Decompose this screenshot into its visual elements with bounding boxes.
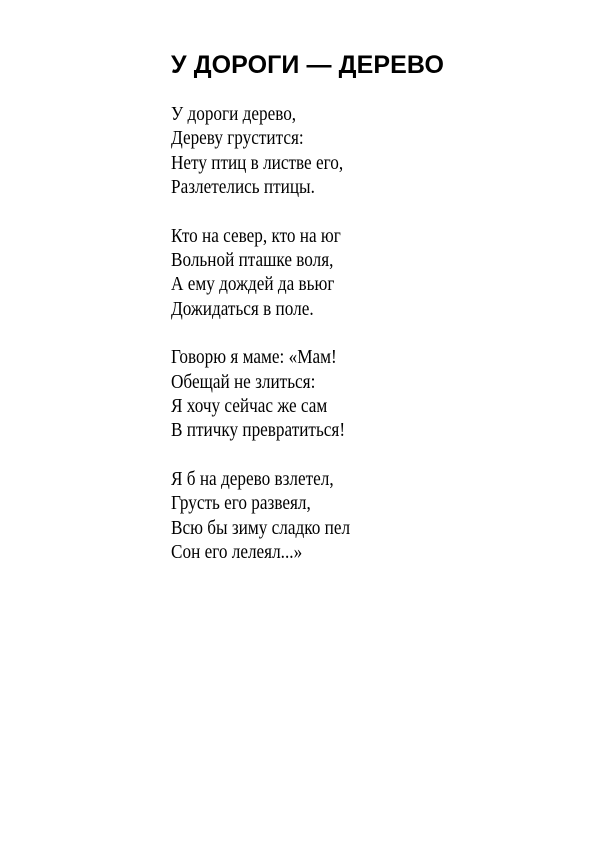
stanza-4 — [171, 467, 551, 565]
poem-line: Дожидаться в поле. — [171, 297, 314, 320]
poem-line: В птичку превратиться! — [171, 419, 346, 442]
poem-line: А ему дождей да вьюг — [171, 273, 335, 296]
poem-line: Грусть его развеял, — [171, 492, 311, 515]
poem-line: Обещай не злиться: — [171, 370, 316, 393]
poem-line: Кто на север, кто на юг — [171, 224, 341, 247]
poem-line: Всю бы зиму сладко пел — [171, 516, 351, 539]
poem-title: У ДОРОГИ — ДЕРЕВО — [171, 51, 444, 79]
poem-line: Вольной пташке воля, — [171, 249, 334, 272]
stanza-1 — [171, 102, 551, 200]
poem-line: Я б на дерево взлетел, — [171, 467, 334, 490]
poem-line: Говорю я маме: «Мам! — [171, 346, 337, 369]
poem-line: Дереву грустится: — [171, 127, 304, 150]
stanza-3 — [171, 345, 551, 443]
stanza-2 — [171, 224, 551, 322]
poem-body — [171, 102, 551, 589]
poem-line: Разлетелись птицы. — [171, 176, 315, 199]
poem-line: У дороги дерево, — [171, 103, 297, 125]
poem-line: Нету птиц в листве его, — [171, 151, 344, 174]
poem-line: Я хочу сейчас же сам — [171, 395, 328, 418]
poem-line: Сон его лелеял...» — [171, 541, 303, 564]
